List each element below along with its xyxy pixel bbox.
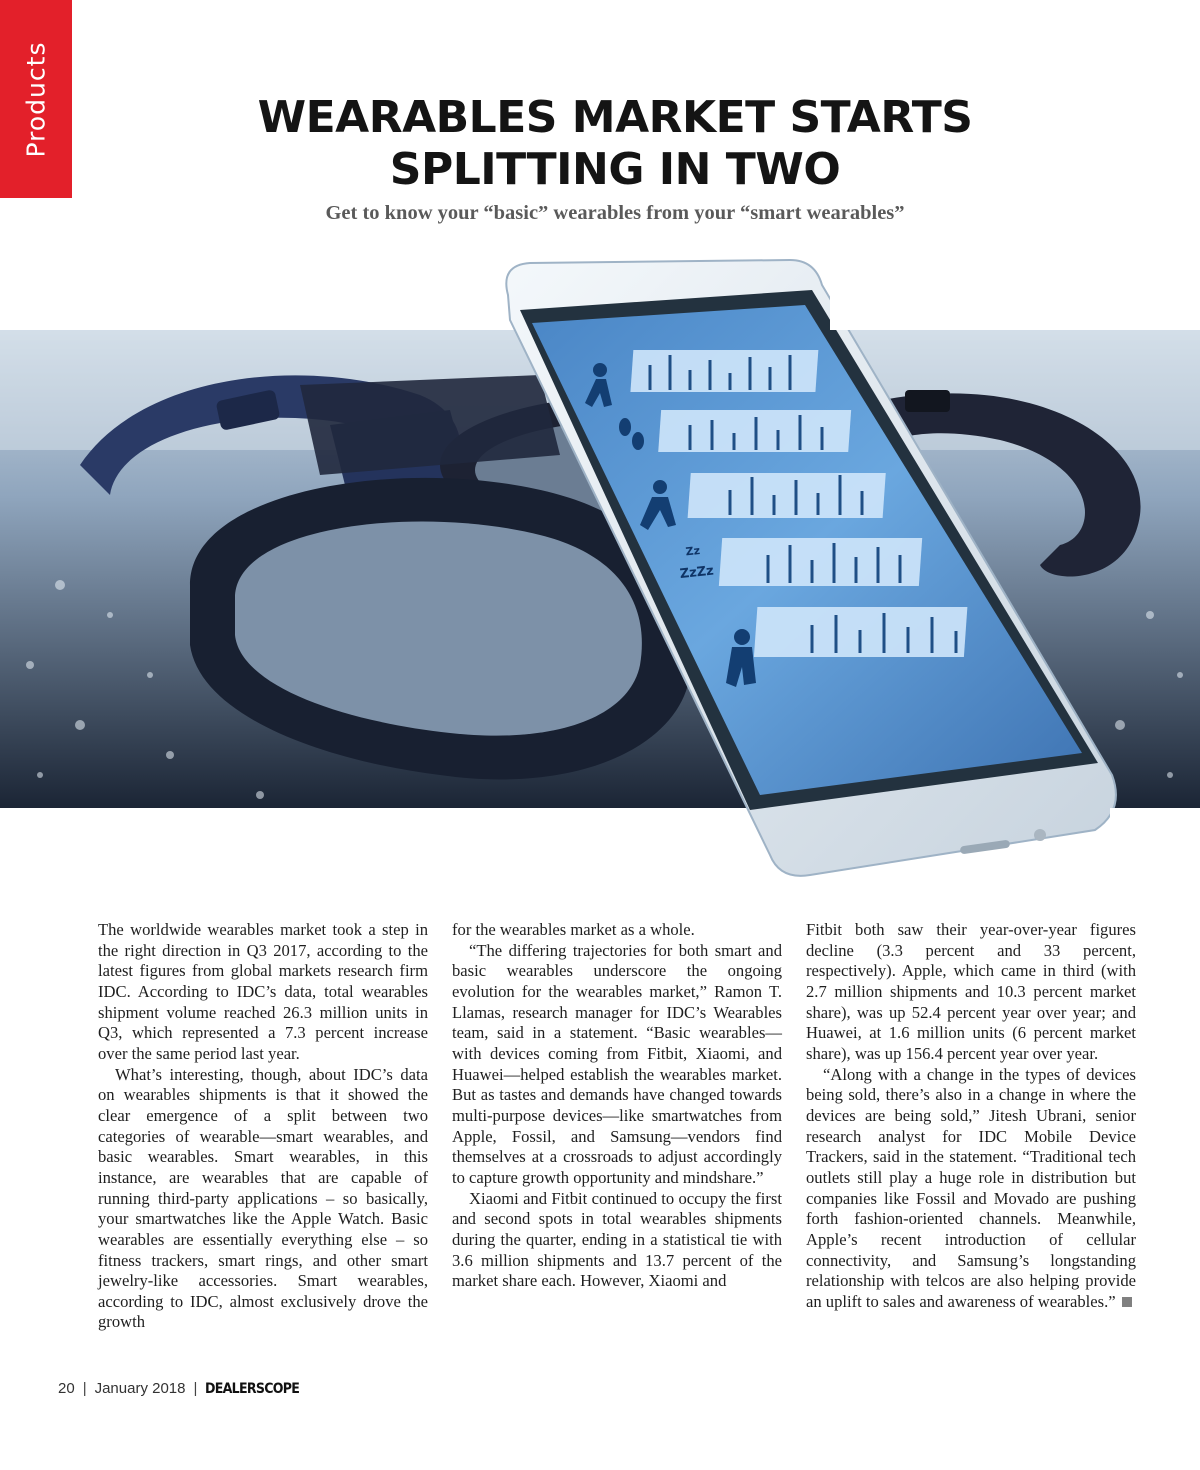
col3-paragraph-2-text: “Along with a change in the types of devices being sold, there’s also in a change in where the devices are being sold,” Jitesh Ubrani, senior research analyst for IDC Mobile Device Trackers, said in the statement. “Traditional tech outlets still play a huge role in distribution but companies like Fossil and Movado are pushing forth fashion-oriented channels. Meanwhile, Apple’s recent introduction of cellular connectivity, and Samsung’s longstanding relationship with telcos are also helping provide an uplift to sales and awareness of wearables.” (806, 1064, 1136, 1311)
article-column-1 (98, 920, 428, 1333)
page-footer (58, 1380, 310, 1397)
page-number: 20 (58, 1380, 75, 1397)
col2-paragraph-3: Xiaomi and Fitbit continued to occupy the first and second spots in total wearables shipments during the quarter, ending in a statistical tie with 3.6 million shipments and 13.7 percent of the market share each. However, Xiaomi and (452, 1188, 782, 1291)
col3-paragraph-2 (806, 1065, 1136, 1313)
col2-paragraph-2: “The differing trajectories for both smart and basic wearables underscore the ongoing evolution for the wearables market,” Ramon T. Llamas, research manager for IDC’s Wearables team, said in a statement. “Basic wearables—with devices coming from Fitbit, Xiaomi, and Huawei—helped establish the wearables market. But as tastes and demands have changed towards multi-purpose devices—like smartwatches from Apple, Fossil, and Samsung—vendors find themselves at a crossroads to adjust accordingly to capture growth opportunity and mindshare.” (452, 940, 782, 1187)
article-column-2 (452, 920, 782, 1292)
col1-paragraph-2: What’s interesting, though, about IDC’s data on wearables shipments is that it showed the clear emergence of a split between two categories of wearable—smart wearables, and basic wearables. Smart wearables, in this instance, are wearables that are capable of running third-party applications – so basically, your smartwatches like the Apple Watch. Basic wearables are essentially everything else – so fitness trackers, smart rings, and other smart jewelry-like accessories. Smart wearables, according to IDC, almost exclusively drove the growth (98, 1064, 428, 1332)
col1-paragraph-1: The worldwide wearables market took a step in the right direction in Q3 2017, according to the latest figures from global markets research firm IDC. According to IDC’s data, total wearables shipment volume reached 26.3 million units in Q3, which represented a 7.3 percent increase over the same period last year. (98, 920, 428, 1063)
section-tab-label: Products (21, 41, 51, 157)
footer-separator: | (82, 1380, 87, 1397)
col2-paragraph-1: for the wearables market as a whole. (452, 920, 695, 939)
article-deck: Get to know your “basic” wearables from your “smart wearables” (325, 202, 905, 224)
headline-line-2: SPLITTING IN TWO (389, 144, 841, 195)
col3-paragraph-1: Fitbit both saw their year-over-year figures decline (3.3 percent and 33 percent, respectively). Apple, which came in third (with 2.7 million shipments and 10.3 percent market share), was up 52.4 percent year over year; and Huawei, at 1.6 million units (6 percent market share), was up 156.4 percent year over year. (806, 920, 1136, 1063)
headline-line-1: WEARABLES MARKET STARTS (257, 92, 973, 143)
article-headline (120, 92, 1110, 196)
end-of-article-square-icon (1122, 1297, 1132, 1307)
footer-separator: | (193, 1380, 198, 1397)
svg-text:ZzZz: ZzZz (679, 563, 715, 583)
article-column-3 (806, 920, 1136, 1312)
section-tab-label-wrap (0, 0, 72, 198)
svg-text:Zz: Zz (684, 543, 701, 559)
issue-date: January 2018 (94, 1380, 186, 1397)
magazine-logo: DEALERSCOPE (205, 1380, 300, 1397)
hero-photo (0, 255, 1200, 895)
